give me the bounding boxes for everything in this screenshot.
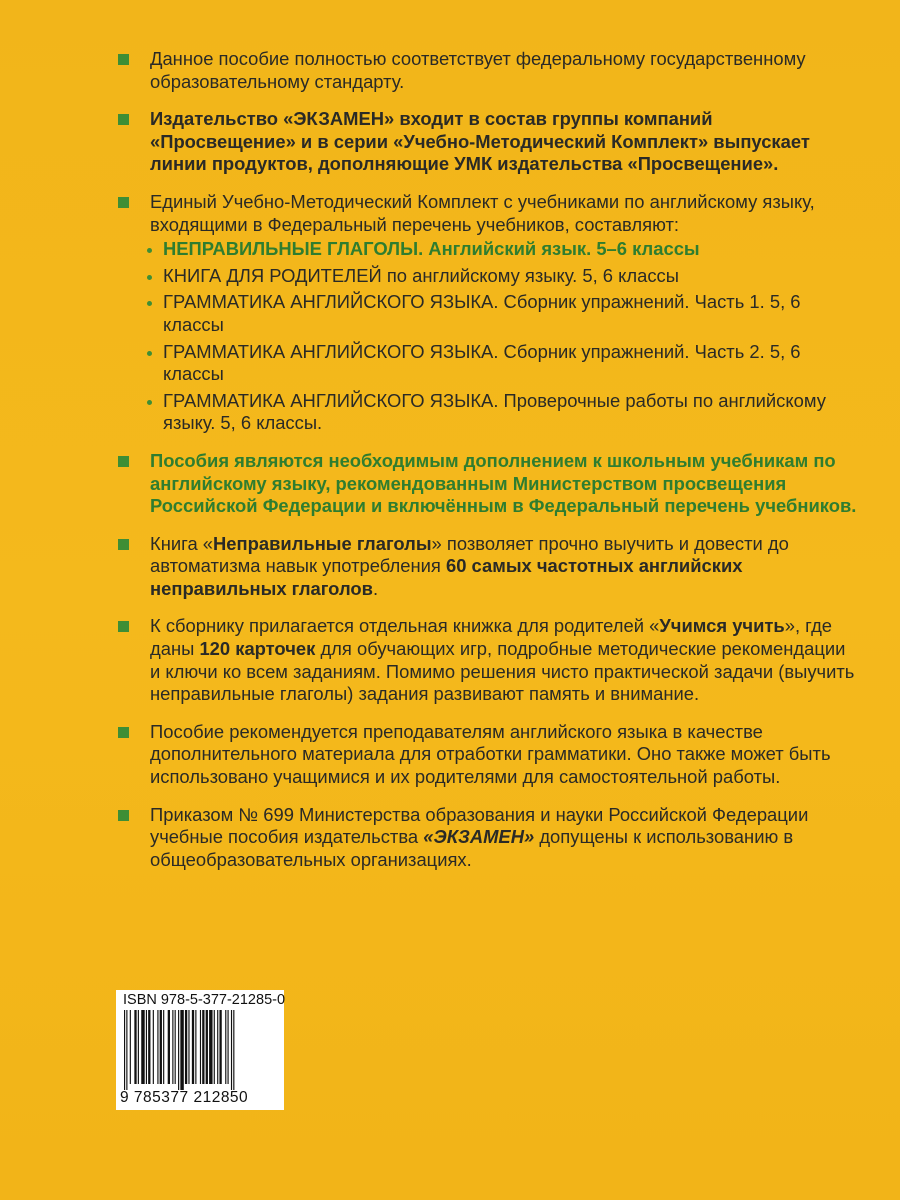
list-item: ГРАММАТИКА АНГЛИЙСКОГО ЯЗЫКА. Сборник упражнений. Часть 2. 5, 6 классы (147, 341, 858, 386)
list-item: ГРАММАТИКА АНГЛИЙСКОГО ЯЗЫКА. Проверочные работы по английскому языку. 5, 6 классы. (147, 390, 858, 435)
barcode-bar (200, 1010, 201, 1084)
barcode-bar (175, 1010, 176, 1084)
square-bullet-icon (118, 810, 129, 821)
list-item: КНИГА ДЛЯ РОДИТЕЛЕЙ по английскому языку. 5, 6 классы (147, 265, 858, 288)
barcode-bar (188, 1010, 189, 1084)
paragraph-book-description: Книга «Неправильные глаголы» позволяет прочно выучить и довести до автоматизма навык употребления 60 самых частотных английских неправильных глаголов. (118, 533, 858, 601)
square-bullet-icon (118, 114, 129, 125)
barcode-bar (185, 1010, 187, 1084)
barcode-bars (122, 1010, 278, 1090)
paragraph-standard: Данное пособие полностью соответствует федеральному государственному образовательному стандарту. (118, 48, 858, 93)
barcode-bar (214, 1010, 215, 1084)
isbn-label: ISBN 978-5-377-21285-0 (123, 992, 286, 1008)
paragraph-parents-booklet: К сборнику прилагается отдельная книжка для родителей «Учимся учить», где даны 120 карточек для обучающих игр, подробные методические рекомендации и ключи ко всем заданиям. Помимо решения чисто практической задачи (выучить неправильные глаголы) задания развивают память и внимание. (118, 615, 858, 705)
paragraph-publisher: Издательство «ЭКЗАМЕН» входит в состав группы компаний «Просвещение» и в серии «Учебно-Методический Комплект» выпускает линии продуктов, дополняющие УМК издательства «Просвещение». (118, 108, 858, 176)
barcode-bar (228, 1010, 229, 1084)
barcode-bar (231, 1010, 232, 1090)
paragraph-umk: Единый Учебно-Методический Комплект с учебниками по английскому языку, входящими в Федеральный перечень учебников, составляют: НЕПРАВИЛЬНЫЕ ГЛАГОЛЫ. Английский язык. 5–6 классы КНИГА ДЛЯ РОДИТЕЛЕЙ по английскому языку. 5, 6 классы ГРАММАТИКА АНГЛИЙСКОГО ЯЗЫКА. Сборник упражнений. Часть 1. 5, 6 классы ГРАММАТИКА АНГЛИЙСКОГО ЯЗЫКА. Сборник упражнений. Часть 2. 5, 6 классы ГРАММАТИКА АНГЛИЙСКОГО ЯЗЫКА. Проверочные работы по английскому языку. 5, 6 классы. (118, 191, 858, 435)
list-item: НЕПРАВИЛЬНЫЕ ГЛАГОЛЫ. Английский язык. 5–6 классы (147, 238, 858, 261)
barcode-bar (233, 1010, 234, 1090)
barcode-bar (126, 1010, 127, 1090)
dot-bullet-icon (147, 248, 152, 253)
paragraph-order: Приказом № 699 Министерства образования и науки Российской Федерации учебные пособия издательства «ЭКЗАМЕН» допущены к использованию в общеобразовательных организациях. (118, 804, 858, 872)
barcode-bar (217, 1010, 218, 1084)
barcode-bar (219, 1010, 221, 1084)
umk-list (150, 238, 858, 435)
barcode-bar (192, 1010, 194, 1084)
barcode-bar (209, 1010, 212, 1084)
dot-bullet-icon (147, 301, 152, 306)
barcode-bar (202, 1010, 204, 1084)
square-bullet-icon (118, 197, 129, 208)
barcode-bar (172, 1010, 173, 1084)
barcode-bar (206, 1010, 208, 1084)
square-bullet-icon (118, 621, 129, 632)
barcode-bar (141, 1010, 144, 1084)
square-bullet-icon (118, 54, 129, 65)
barcode-bar (138, 1010, 139, 1084)
barcode-bar (148, 1010, 150, 1084)
dot-bullet-icon (147, 351, 152, 356)
barcode-bar (153, 1010, 154, 1084)
dot-bullet-icon (147, 275, 152, 280)
barcode-bar (124, 1010, 125, 1090)
barcode-bar (180, 1010, 183, 1090)
barcode-bar (160, 1010, 162, 1084)
annotation-text (118, 48, 858, 886)
barcode-bar (130, 1010, 131, 1084)
paragraph-audience: Пособие рекомендуется преподавателям английского языка в качестве дополнительного материала для отработки грамматики. Оно также может быть использовано учащимися и их родителями для самостоятельной работы. (118, 721, 858, 789)
barcode-bar (178, 1010, 179, 1090)
dot-bullet-icon (147, 400, 152, 405)
barcode-bar (168, 1010, 170, 1084)
barcode-bar (195, 1010, 196, 1084)
barcode-bar (134, 1010, 136, 1084)
barcode-digits: 9 785377 212850 (120, 1089, 249, 1106)
isbn-barcode (116, 990, 284, 1110)
barcode-bar (146, 1010, 147, 1084)
paragraph-recommendation: Пособия являются необходимым дополнением к школьным учебникам по английскому языку, рекомендованным Министерством просвещения Российской Федерации и включённым в Федеральный перечень учебников. (118, 450, 858, 518)
list-item: ГРАММАТИКА АНГЛИЙСКОГО ЯЗЫКА. Сборник упражнений. Часть 1. 5, 6 классы (147, 291, 858, 336)
square-bullet-icon (118, 539, 129, 550)
barcode-bar (157, 1010, 158, 1084)
square-bullet-icon (118, 727, 129, 738)
barcode-bar (225, 1010, 226, 1084)
barcode-bar (163, 1010, 164, 1084)
square-bullet-icon (118, 456, 129, 467)
